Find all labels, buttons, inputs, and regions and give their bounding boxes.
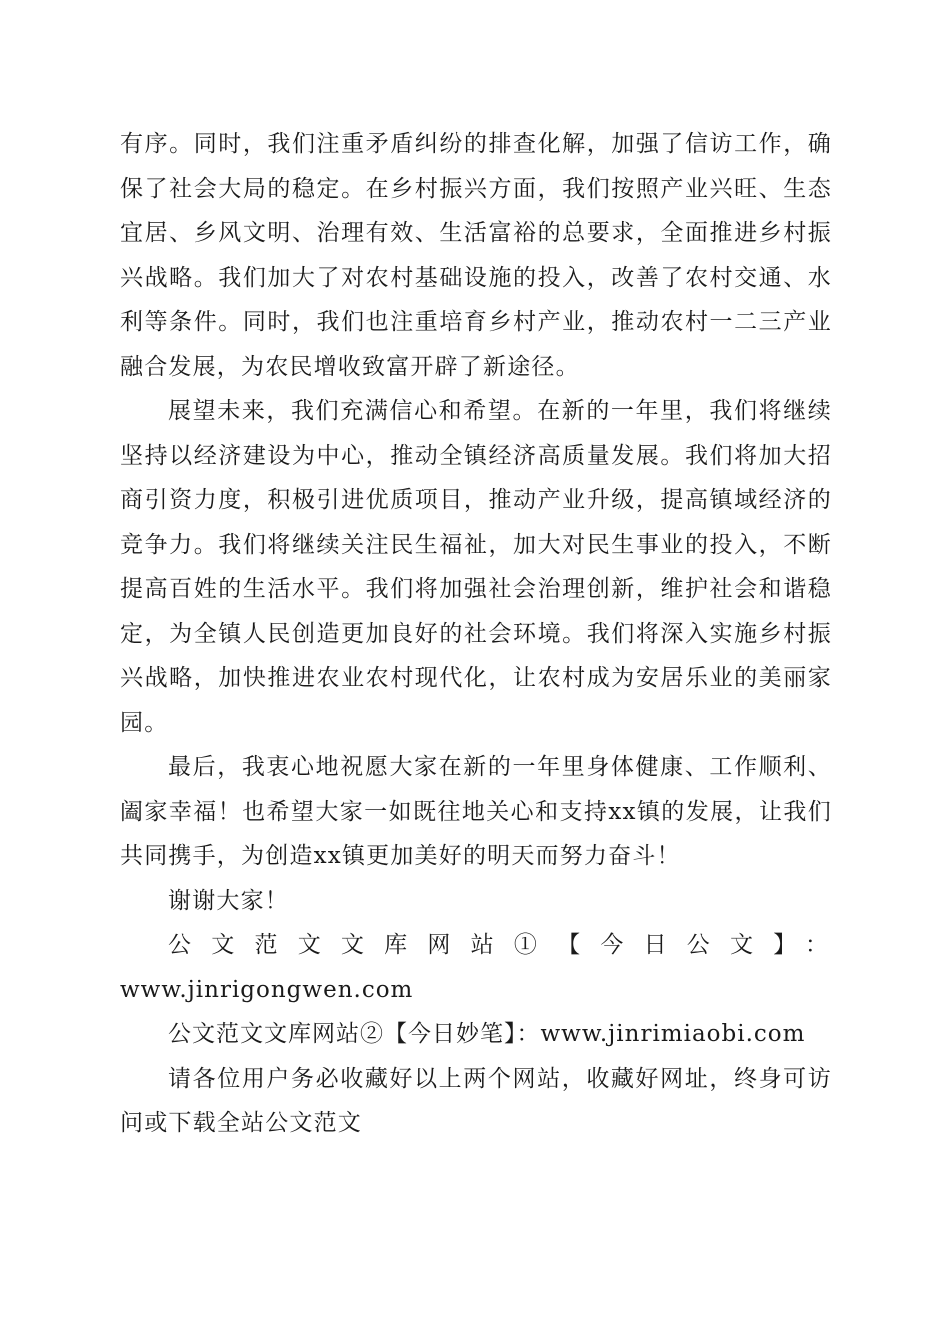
site-two-line[interactable]: 公文范文文库网站②【今日妙笔】：www.jinrimiaobi.com [168, 1021, 806, 1047]
site-one-label: 公文范文文库网站①【今日公文】： [168, 932, 832, 958]
bookmark-notice: 请各位用户务必收藏好以上两个网站，收藏好网址，终身可访问或下载全站公文范文 [120, 1065, 832, 1136]
paragraph-governance: 有序。同时，我们注重矛盾纠纷的排查化解，加强了信访工作，确保了社会大局的稳定。在乡村振兴方面，我们按照产业兴旺、生态宜居、乡风文明、治理有效、生活富裕的总要求，全面推进乡村振兴战略。我们加大了对农村基础设施的投入，改善了农村交通、水利等条件。同时，我们也注重培育乡村产业，推动农村一二三产业融合发展，为农民增收致富开辟了新途径。 [120, 131, 832, 380]
paragraph-thanks: 谢谢大家！ [168, 887, 289, 914]
paragraph-wishes: 最后，我衷心地祝愿大家在新的一年里身体健康、工作顺利、阖家幸福！也希望大家一如既往地关心和支持xx镇的发展，让我们共同携手，为创造xx镇更加美好的明天而努力奋斗！ [120, 754, 832, 869]
site-one-url[interactable]: www.jinrigongwen.com [120, 976, 414, 1003]
paragraph-outlook: 展望未来，我们充满信心和希望。在新的一年里，我们将继续坚持以经济建设为中心，推动全镇经济高质量发展。我们将加大招商引资力度，积极引进优质项目，推动产业升级，提高镇域经济的竞争力。我们将继续关注民生福祉，加大对民生事业的投入，不断提高百姓的生活水平。我们将加强社会治理创新，维护社会和谐稳定，为全镇人民创造更加良好的社会环境。我们将深入实施乡村振兴战略，加快推进农业农村现代化，让农村成为安居乐业的美丽家园。 [120, 398, 832, 736]
document-body [120, 122, 832, 1146]
